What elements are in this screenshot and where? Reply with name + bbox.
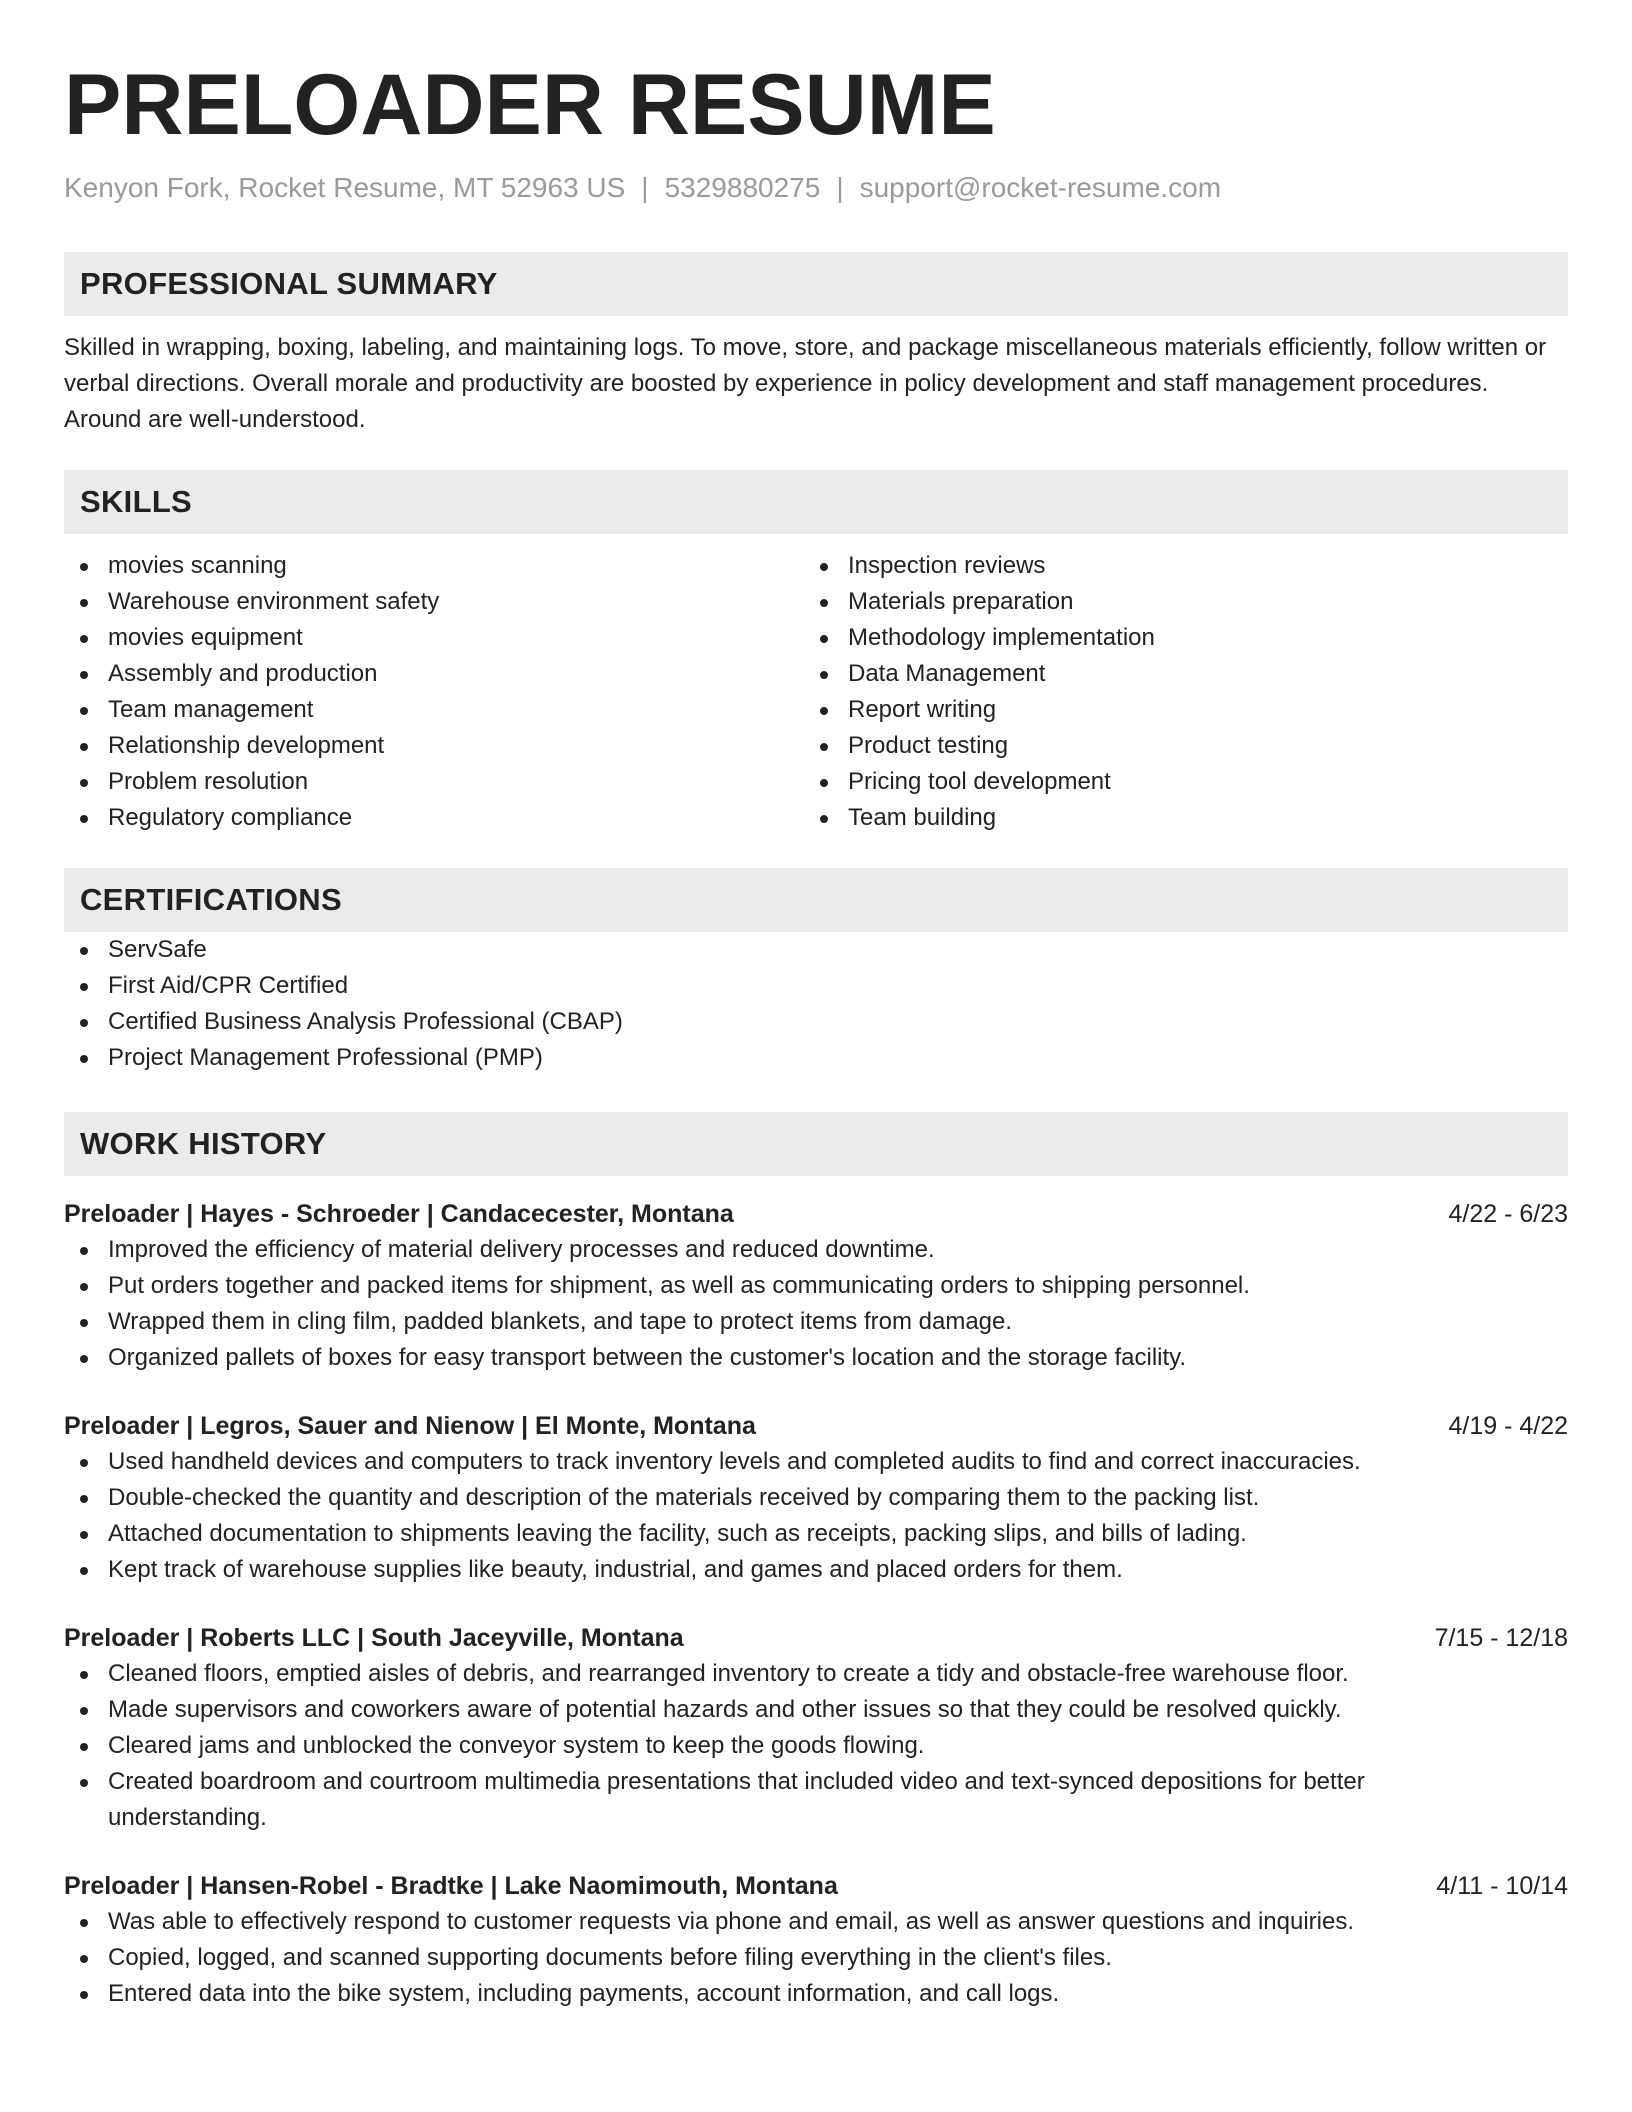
skill-item: Product testing [804, 728, 1544, 764]
job-dates: 4/19 - 4/22 [1448, 1412, 1568, 1440]
job-entry [64, 1408, 1568, 1588]
job-bullet: Created boardroom and courtroom multimedia presentations that included video and text-synced depositions for better understanding. [64, 1764, 1568, 1836]
job-title-row [64, 1196, 1568, 1232]
skill-item: Team building [804, 800, 1544, 836]
job-title: Preloader | Hayes - Schroeder | Candacecester, Montana [64, 1200, 734, 1228]
skill-item: Warehouse environment safety [64, 584, 804, 620]
skills-column-right [804, 548, 1544, 836]
resume-title: PRELOADER RESUME [64, 57, 996, 153]
job-entry [64, 1196, 1568, 1376]
contact-phone: 5329880275 [664, 172, 821, 203]
job-entry [64, 1868, 1568, 2012]
job-bullet: Entered data into the bike system, including payments, account information, and call logs. [64, 1976, 1568, 2012]
contact-separator: | [641, 172, 649, 203]
job-bullet: Organized pallets of boxes for easy transport between the customer's location and the storage facility. [64, 1340, 1568, 1376]
skills-column-left [64, 548, 804, 836]
skill-item: movies equipment [64, 620, 804, 656]
job-bullet: Used handheld devices and computers to track inventory levels and completed audits to find and correct inaccuracies. [64, 1444, 1568, 1480]
job-bullets [64, 1656, 1568, 1836]
certification-item: ServSafe [64, 932, 1568, 968]
job-title: Preloader | Legros, Sauer and Nienow | El Monte, Montana [64, 1412, 756, 1440]
contact-address: Kenyon Fork, Rocket Resume, MT 52963 US [64, 172, 626, 203]
skill-item: Data Management [804, 656, 1544, 692]
skill-item: Materials preparation [804, 584, 1544, 620]
skill-item: Report writing [804, 692, 1544, 728]
skills-grid [64, 548, 1568, 836]
section-header-skills: SKILLS [64, 470, 1568, 534]
job-bullet: Cleaned floors, emptied aisles of debris, and rearranged inventory to create a tidy and obstacle-free warehouse floor. [64, 1656, 1568, 1692]
job-bullet: Cleared jams and unblocked the conveyor system to keep the goods flowing. [64, 1728, 1568, 1764]
skill-item: Inspection reviews [804, 548, 1544, 584]
job-bullet: Put orders together and packed items for shipment, as well as communicating orders to shipping personnel. [64, 1268, 1568, 1304]
skill-item: Relationship development [64, 728, 804, 764]
job-bullet: Was able to effectively respond to customer requests via phone and email, as well as answer questions and inquiries. [64, 1904, 1568, 1940]
certification-item: First Aid/CPR Certified [64, 968, 1568, 1004]
job-title: Preloader | Hansen-Robel - Bradtke | Lake Naomimouth, Montana [64, 1872, 838, 1900]
contact-line [64, 168, 1568, 208]
section-header-work-history: WORK HISTORY [64, 1112, 1568, 1176]
job-title-row [64, 1408, 1568, 1444]
skill-item: Team management [64, 692, 804, 728]
skill-item: Methodology implementation [804, 620, 1544, 656]
job-dates: 4/11 - 10/14 [1436, 1872, 1568, 1900]
job-bullet: Attached documentation to shipments leaving the facility, such as receipts, packing slips, and bills of lading. [64, 1516, 1568, 1552]
skill-item: Assembly and production [64, 656, 804, 692]
job-bullets [64, 1444, 1568, 1588]
job-entry [64, 1620, 1568, 1836]
job-title-row [64, 1620, 1568, 1656]
section-header-certifications: CERTIFICATIONS [64, 868, 1568, 932]
contact-separator: | [836, 172, 844, 203]
skill-item: Regulatory compliance [64, 800, 804, 836]
job-dates: 4/22 - 6/23 [1448, 1200, 1568, 1228]
job-bullet: Made supervisors and coworkers aware of potential hazards and other issues so that they could be resolved quickly. [64, 1692, 1568, 1728]
job-dates: 7/15 - 12/18 [1434, 1624, 1568, 1652]
contact-email: support@rocket-resume.com [859, 172, 1222, 203]
job-bullet: Copied, logged, and scanned supporting documents before filing everything in the client's files. [64, 1940, 1568, 1976]
job-bullets [64, 1904, 1568, 2012]
job-bullet: Kept track of warehouse supplies like beauty, industrial, and games and placed orders for them. [64, 1552, 1568, 1588]
job-bullet: Wrapped them in cling film, padded blankets, and tape to protect items from damage. [64, 1304, 1568, 1340]
job-title-row [64, 1868, 1568, 1904]
skill-item: Problem resolution [64, 764, 804, 800]
job-bullet: Double-checked the quantity and description of the materials received by comparing them to the packing list. [64, 1480, 1568, 1516]
job-bullets [64, 1232, 1568, 1376]
job-bullet: Improved the efficiency of material delivery processes and reduced downtime. [64, 1232, 1568, 1268]
certifications-list [64, 932, 1568, 1076]
certification-item: Certified Business Analysis Professional (CBAP) [64, 1004, 1568, 1040]
certification-item: Project Management Professional (PMP) [64, 1040, 1568, 1076]
skill-item: movies scanning [64, 548, 804, 584]
section-header-summary: PROFESSIONAL SUMMARY [64, 252, 1568, 316]
job-title: Preloader | Roberts LLC | South Jaceyville, Montana [64, 1624, 684, 1652]
skill-item: Pricing tool development [804, 764, 1544, 800]
summary-text: Skilled in wrapping, boxing, labeling, and maintaining logs. To move, store, and package miscellaneous materials efficiently, follow written or verbal directions. Overall morale and productivity are boosted by experience in policy development and staff management procedures. Around are well-understood. [64, 334, 1547, 433]
